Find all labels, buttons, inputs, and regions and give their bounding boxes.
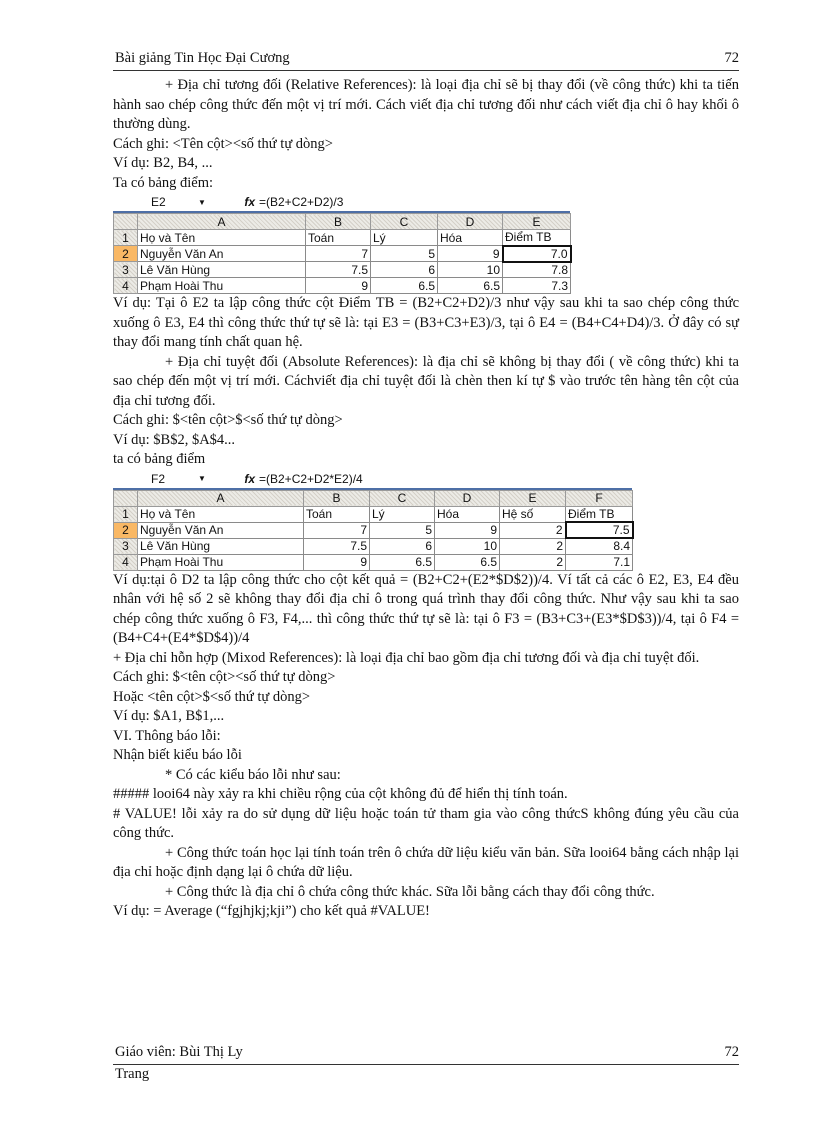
row-header-selected[interactable]: 2 — [114, 522, 138, 538]
footer-trang: Trang — [115, 1066, 150, 1082]
row-header[interactable]: 1 — [114, 506, 138, 522]
cell[interactable]: Lê Văn Hùng — [138, 262, 306, 278]
cell[interactable]: 7.1 — [566, 554, 633, 570]
cell[interactable]: 7 — [306, 246, 371, 262]
cell[interactable]: 9 — [304, 554, 370, 570]
cell[interactable]: Hệ số — [500, 506, 566, 522]
chevron-down-icon[interactable]: ▼ — [198, 474, 206, 483]
paragraph-example-absolute: Ví dụ:tại ô D2 ta lập công thức cho cột kết quả = (B2+C2+(E2*$D$2))/4. Ví tất cả các ô E2, E3, E4 đều nhân với hệ số 2 sẽ không thay đổi địa chỉ ô trong quá trình thay đổi công thức. Như vậy sau khi ta sao chép công thức xuống ô F3, F4,... thì công thức thứ tự sẽ là: tại ô F3 = (B3+C3+(E3*$D$3))/4, tại ô F4 = (B4+C4+(E4*$D$4))/4 — [113, 571, 739, 646]
cell[interactable]: 5 — [370, 522, 435, 538]
cell[interactable]: Họ và Tên — [138, 506, 304, 522]
page-footer — [113, 1044, 739, 1065]
table-row — [114, 506, 633, 522]
cell[interactable]: Lý — [370, 506, 435, 522]
section-heading-errors: VI. Thông báo lỗi: — [113, 727, 221, 744]
paragraph-example-relative: Ví dụ: Tại ô E2 ta lập công thức cột Điểm TB = (B2+C2+D2)/3 như vậy sau khi ta sao chép công thức xuống ô E3, E4 thì công thức thứ tự sẽ là: tại E3 = (B3+C3+E3)/3, tại ô E4 = (B4+C4+D4)/3. Ở đây có sự thay đổi mang tính chất quan hệ. — [113, 295, 739, 350]
table-row — [114, 538, 633, 554]
cell[interactable]: Hóa — [438, 230, 503, 246]
table-row — [114, 262, 571, 278]
column-header-selected[interactable]: F — [566, 490, 633, 506]
row-header-selected[interactable]: 2 — [114, 246, 138, 262]
table-row — [114, 230, 571, 246]
cell[interactable]: Lý — [371, 230, 438, 246]
table-row — [114, 554, 633, 570]
absolute-syntax: Cách ghi: $<tên cột>$<số thứ tự dòng> — [113, 412, 343, 428]
column-header-row — [114, 490, 633, 506]
cell[interactable]: 7.5 — [306, 262, 371, 278]
table-row — [114, 522, 633, 538]
cell[interactable]: 5 — [371, 246, 438, 262]
cell[interactable]: 6.5 — [438, 278, 503, 294]
error-value-cause-1: + Công thức toán học lại tính toán trên ô chứa dữ liệu kiểu văn bản. Sữa looi64 bằng cách nhập lại địa chỉ hoặc định dạng lại ô chứa dữ liệu. — [113, 844, 739, 880]
cell[interactable]: 7.8 — [503, 262, 571, 278]
header-title: Bài giảng Tin Học Đại Cương — [115, 50, 290, 66]
column-header[interactable]: C — [370, 490, 435, 506]
chevron-down-icon[interactable]: ▼ — [198, 197, 206, 207]
formula-text[interactable]: =(B2+C2+D2*E2)/4 — [259, 471, 363, 486]
select-all-corner[interactable] — [114, 490, 138, 506]
cell[interactable]: 7.5 — [304, 538, 370, 554]
name-box[interactable]: F2 — [151, 471, 166, 486]
table1-caption: Ta có bảng điểm: — [113, 174, 214, 191]
formula-bar — [113, 193, 570, 213]
error-value-cause-2: + Công thức là địa chỉ ô chứa công thức khác. Sữa lỗi bằng cách thay đổi công thức. — [165, 883, 655, 900]
spreadsheet-2 — [113, 470, 632, 571]
column-header[interactable]: C — [371, 214, 438, 230]
formula-bar — [113, 470, 632, 490]
column-header[interactable]: B — [306, 214, 371, 230]
name-box[interactable]: E2 — [151, 195, 166, 209]
cell[interactable]: 10 — [435, 538, 500, 554]
error-types-list-intro: * Có các kiểu báo lỗi như sau: — [165, 766, 341, 783]
mixed-example: Ví dụ: $A1, B$1,... — [113, 708, 225, 724]
sheet-grid — [113, 213, 572, 294]
error-value-example: Ví dụ: = Average (“fgjhjkj;kji”) cho kết quả #VALUE! — [113, 903, 430, 919]
cell[interactable]: 6 — [370, 538, 435, 554]
cell[interactable]: Phạm Hoài Thu — [138, 278, 306, 294]
cell[interactable]: 6.5 — [370, 554, 435, 570]
cell[interactable]: 9 — [435, 522, 500, 538]
cell[interactable]: Phạm Hoài Thu — [138, 554, 304, 570]
table2-caption: ta có bảng điểm — [113, 451, 206, 467]
cell[interactable]: Toán — [304, 506, 370, 522]
paragraph-relative-references: + Địa chỉ tương đối (Relative References): là loại địa chỉ sẽ bị thay đổi (về công thức) khi ta tiến hành sao chép công thức đến một vị trí mới. Cách viết địa chỉ tương đối như cách viết địa chỉ ô hay khối ô thường dùng. — [113, 77, 739, 132]
formula-text[interactable]: =(B2+C2+D2)/3 — [259, 195, 344, 209]
function-icon[interactable]: fx — [244, 471, 255, 486]
active-cell[interactable]: 7.0 — [503, 246, 571, 262]
cell[interactable]: 7.3 — [503, 278, 571, 294]
cell[interactable]: 8.4 — [566, 538, 633, 554]
row-header[interactable]: 4 — [114, 278, 138, 294]
paragraph-mixed-references: + Địa chỉ hỗn hợp (Mixod References): là loại địa chỉ bao gồm địa chỉ tương đối và địa chỉ tuyệt đối. — [113, 649, 700, 666]
column-header[interactable]: D — [435, 490, 500, 506]
relative-example: Ví dụ: B2, B4, ... — [113, 155, 213, 171]
row-header[interactable]: 3 — [114, 262, 138, 278]
page-header — [113, 50, 739, 71]
error-types-intro: Nhận biết kiểu báo lỗi — [113, 747, 242, 763]
cell[interactable]: 9 — [306, 278, 371, 294]
table-row — [114, 278, 571, 294]
cell[interactable]: Điểm TB — [503, 230, 571, 246]
header-page-number: 72 — [724, 50, 739, 66]
sheet-grid — [113, 490, 634, 571]
row-header[interactable]: 3 — [114, 538, 138, 554]
cell[interactable]: 2 — [500, 554, 566, 570]
cell[interactable]: 7 — [304, 522, 370, 538]
error-value: # VALUE! lỗi xảy ra do sử dụng dữ liệu hoặc toán tử tham gia vào công thứcS không đúng yêu cầu của công thức. — [113, 805, 739, 841]
column-header[interactable]: A — [138, 490, 304, 506]
cell[interactable]: 2 — [500, 538, 566, 554]
column-header-selected[interactable]: E — [503, 214, 571, 230]
cell[interactable]: 6.5 — [435, 554, 500, 570]
table-row — [114, 246, 571, 262]
cell[interactable]: 2 — [500, 522, 566, 538]
absolute-example: Ví dụ: $B$2, $A$4... — [113, 431, 236, 448]
column-header-row — [114, 214, 571, 230]
cell[interactable]: 9 — [438, 246, 503, 262]
column-header[interactable]: B — [304, 490, 370, 506]
cell[interactable]: Nguyễn Văn An — [138, 522, 304, 538]
column-header[interactable]: A — [138, 214, 306, 230]
mixed-syntax-2: Hoặc <tên cột>$<số thứ tự dòng> — [113, 688, 311, 705]
row-header[interactable]: 4 — [114, 554, 138, 570]
spreadsheet-1 — [113, 193, 570, 294]
cell[interactable]: Lê Văn Hùng — [138, 538, 304, 554]
error-hash: ##### looi64 này xảy ra khi chiều rộng của cột không đủ để hiển thị tính toán. — [113, 786, 568, 802]
function-icon[interactable]: fx — [244, 195, 255, 209]
active-cell[interactable]: 7.5 — [566, 522, 633, 538]
paragraph-absolute-references: + Địa chỉ tuyệt đối (Absolute References): là địa chỉ sẽ không bị thay đổi ( về công thức) khi ta sao chép đến một vị trí mới. Cáchviết địa chỉ tuyệt đối là chèn then kí tự $ vào trước tên hàng tên cột của địa chỉ tương đối. — [113, 353, 739, 409]
cell[interactable]: Hóa — [435, 506, 500, 522]
column-header[interactable]: E — [500, 490, 566, 506]
relative-syntax: Cách ghi: <Tên cột><số thứ tự dòng> — [113, 135, 333, 152]
select-all-corner[interactable] — [114, 214, 138, 230]
cell[interactable]: Họ và Tên — [138, 230, 306, 246]
column-header[interactable]: D — [438, 214, 503, 230]
cell[interactable]: Toán — [306, 230, 371, 246]
cell[interactable]: Nguyễn Văn An — [138, 246, 306, 262]
mixed-syntax-1: Cách ghi: $<tên cột><số thứ tự dòng> — [113, 669, 336, 685]
cell[interactable]: 10 — [438, 262, 503, 278]
footer-page-number: 72 — [724, 1044, 739, 1060]
row-header[interactable]: 1 — [114, 230, 138, 246]
cell[interactable]: 6.5 — [371, 278, 438, 294]
footer-teacher: Giáo viên: Bùi Thị Ly — [115, 1044, 243, 1060]
cell[interactable]: 6 — [371, 262, 438, 278]
document-body — [113, 76, 739, 922]
cell[interactable]: Điểm TB — [566, 506, 633, 522]
